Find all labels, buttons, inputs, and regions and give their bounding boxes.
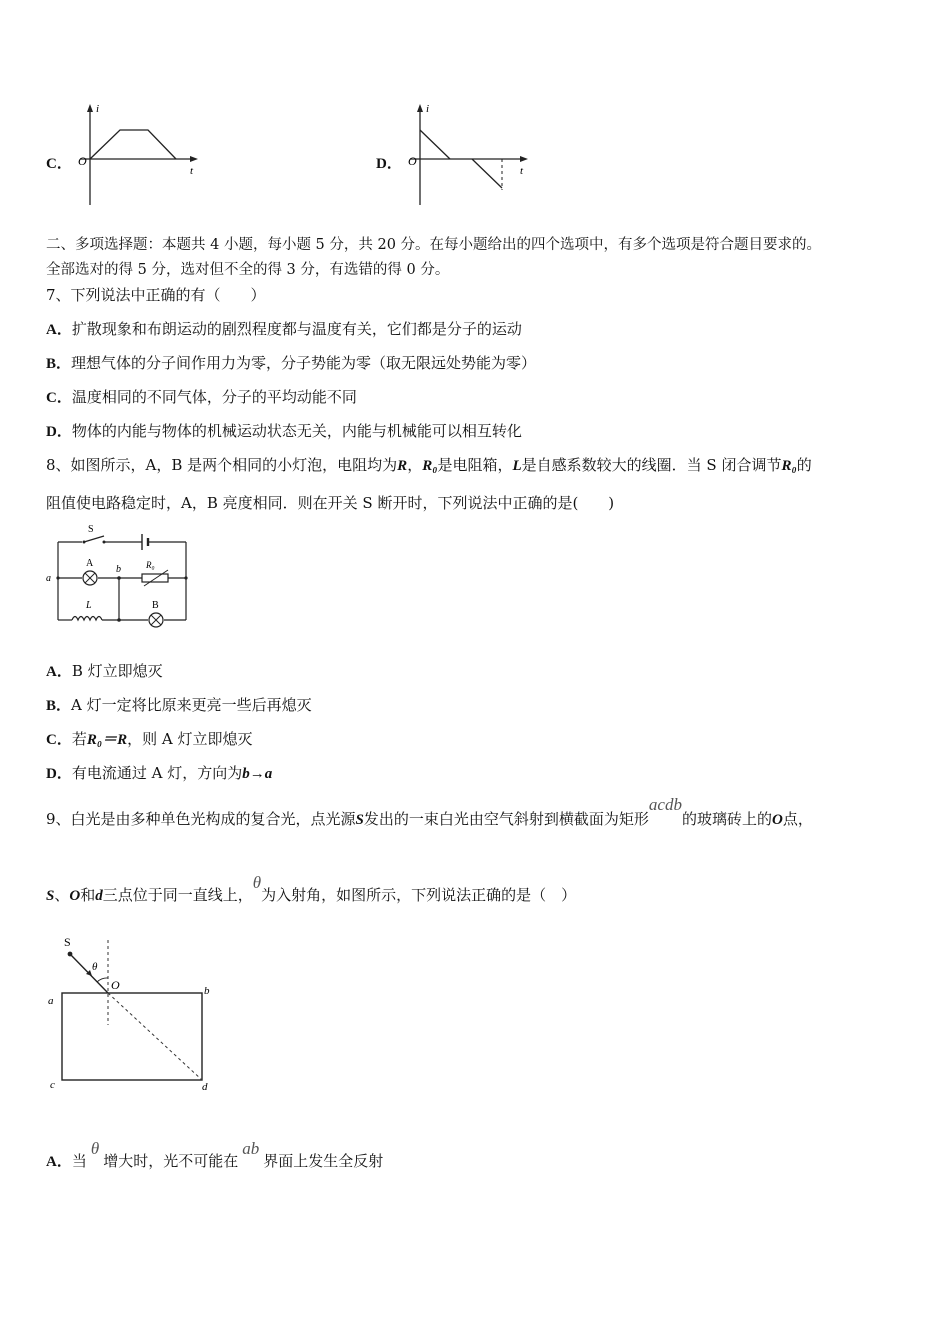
graph-d-axis-i: i xyxy=(426,103,430,115)
circuit-label-a-node: a xyxy=(46,573,51,584)
fig-label-c: c xyxy=(50,1079,55,1091)
q9-option-a-mid: 增大时，光不可能在 xyxy=(103,1152,239,1170)
q9-l2-sep: 、 xyxy=(54,886,70,904)
q7-option-c-text: 温度相同的不同气体，分子的平均动能不同 xyxy=(71,388,357,406)
q9-option-a-label: A． xyxy=(46,1154,72,1170)
fig-label-s: S xyxy=(64,935,71,949)
graph-c xyxy=(76,100,206,210)
circuit-label-r0: R₀ xyxy=(146,560,155,570)
q8-symbol-l: L xyxy=(512,458,522,474)
circuit-label-b-lamp: B xyxy=(152,600,159,611)
q9-l2-d: d xyxy=(95,888,103,904)
q8-option-c xyxy=(46,728,252,751)
q7-option-a xyxy=(46,318,522,341)
q8-symbol-r: R xyxy=(397,458,408,474)
q9-stem-line1 xyxy=(46,795,813,831)
q9-option-a-post: 界面上发生全反射 xyxy=(263,1152,384,1170)
q7-option-c xyxy=(46,386,357,409)
q9-option-a xyxy=(46,1139,384,1173)
q9-part3: 的玻璃砖上的 xyxy=(681,810,772,828)
q7-option-d-label: D． xyxy=(46,424,72,440)
circuit-label-b-node: b xyxy=(116,564,121,575)
q8-option-a-text: B 灯立即熄灭 xyxy=(71,662,163,680)
q8-option-d-label: D． xyxy=(46,766,72,782)
q7-option-b-label: B． xyxy=(46,356,72,372)
graph-c-axis-t: t xyxy=(190,165,194,177)
fig-label-a: a xyxy=(48,995,54,1007)
q8-option-a-label: A． xyxy=(46,664,72,680)
q7-option-d-text: 物体的内能与物体的机械运动状态无关，内能与机械能可以相互转化 xyxy=(71,422,522,440)
fig-label-d: d xyxy=(202,1081,208,1093)
q9-option-a-ab: ab xyxy=(242,1139,260,1158)
q8-option-d-expr: b→a xyxy=(242,766,273,782)
q9-part2: 发出的一束白光由空气斜射到横截面为矩形 xyxy=(363,810,649,828)
q8-option-d-pre: 有电流通过 A 灯，方向为 xyxy=(71,764,243,782)
graph-d xyxy=(406,100,536,210)
q8-symbol-r0-second: R₀ xyxy=(781,458,797,474)
circuit-label-s: S xyxy=(88,524,94,535)
q9-symbol-s: S xyxy=(355,812,364,828)
circuit-label-a-lamp: A xyxy=(86,558,94,569)
q8-option-c-expr: R₀＝R xyxy=(86,732,128,748)
q7-option-a-text: 扩散现象和布朗运动的剧烈程度都与温度有关，它们都是分子的运动 xyxy=(71,320,522,338)
section2-line1: 二、多项选择题：本题共 4 小题，每小题 5 分，共 20 分。在每小题给出的四个选项中，有多个选项是符合题目要求的。 xyxy=(46,237,822,253)
q8-stem-part2: 是电阻箱， xyxy=(437,456,513,474)
graph-d-origin: O xyxy=(408,154,417,168)
graph-c-axis-i: i xyxy=(96,103,100,115)
q8-stem-line1 xyxy=(46,454,812,477)
q9-option-a-pre: 当 xyxy=(71,1152,87,1170)
q8-option-c-pre: 若 xyxy=(71,730,87,748)
q9-glass-brick-figure xyxy=(44,930,224,1095)
q8-circuit-diagram xyxy=(44,520,194,630)
circuit-label-l: L xyxy=(86,600,92,611)
q8-option-b-label: B． xyxy=(46,698,72,714)
q9-l2-part2: 为入射角，如图所示，下列说法正确的是（ ） xyxy=(261,886,577,904)
fig-label-theta: θ xyxy=(92,961,98,973)
q8-stem-line2: 阻值使电路稳定时，A，B 亮度相同．则在开关 S 断开时，下列说法中正确的是( ) xyxy=(46,494,615,512)
q8-sep: ， xyxy=(407,456,423,474)
option-d-label: D． xyxy=(376,156,402,172)
q8-stem-part1: 8、如图所示，A，B 是两个相同的小灯泡，电阻均为 xyxy=(46,456,398,474)
graph-d-axis-t: t xyxy=(520,165,524,177)
q9-symbol-acdb: acdb xyxy=(648,795,682,814)
q8-symbol-r0: R₀ xyxy=(422,458,438,474)
fig-label-b: b xyxy=(204,985,210,997)
q8-option-c-label: C． xyxy=(46,732,72,748)
q8-option-b xyxy=(46,694,312,717)
q9-l2-o: O xyxy=(69,888,81,904)
q8-option-c-post: ，则 A 灯立即熄灭 xyxy=(127,730,253,748)
q9-part1: 9、白光是由多种单色光构成的复合光，点光源 xyxy=(46,810,356,828)
section2-line2: 全部选对的得 5 分，选对但不全的得 3 分，有选错的得 0 分。 xyxy=(46,262,450,278)
q7-option-b-text: 理想气体的分子间作用力为零，分子势能为零（取无限远处势能为零） xyxy=(71,354,537,372)
q9-part4: 点， xyxy=(782,810,813,828)
q8-option-b-text: A 灯一定将比原来更亮一些后再熄灭 xyxy=(71,696,312,714)
q8-option-a xyxy=(46,660,163,683)
q9-l2-s: S xyxy=(46,888,55,904)
q9-symbol-o: O xyxy=(771,812,783,828)
q9-l2-theta: θ xyxy=(252,873,262,892)
q9-stem-line2 xyxy=(46,873,577,907)
graph-c-origin: O xyxy=(78,154,87,168)
q8-stem-part3: 是自感系数较大的线圈．当 S 闭合调节 xyxy=(521,456,782,474)
q7-option-a-label: A． xyxy=(46,322,72,338)
q9-l2-part1: 三点位于同一直线上， xyxy=(102,886,253,904)
q7-stem: 7、下列说法中正确的有（ ） xyxy=(46,286,266,304)
fig-label-o: O xyxy=(111,978,120,992)
q8-option-d xyxy=(46,762,272,785)
q7-option-c-label: C． xyxy=(46,390,72,406)
q9-l2-and: 和 xyxy=(80,886,96,904)
q8-stem-part4: 的 xyxy=(796,456,812,474)
q7-option-d xyxy=(46,420,522,443)
option-c-label: C． xyxy=(46,156,72,172)
q7-option-b xyxy=(46,352,536,375)
q9-option-a-theta: θ xyxy=(90,1139,100,1158)
